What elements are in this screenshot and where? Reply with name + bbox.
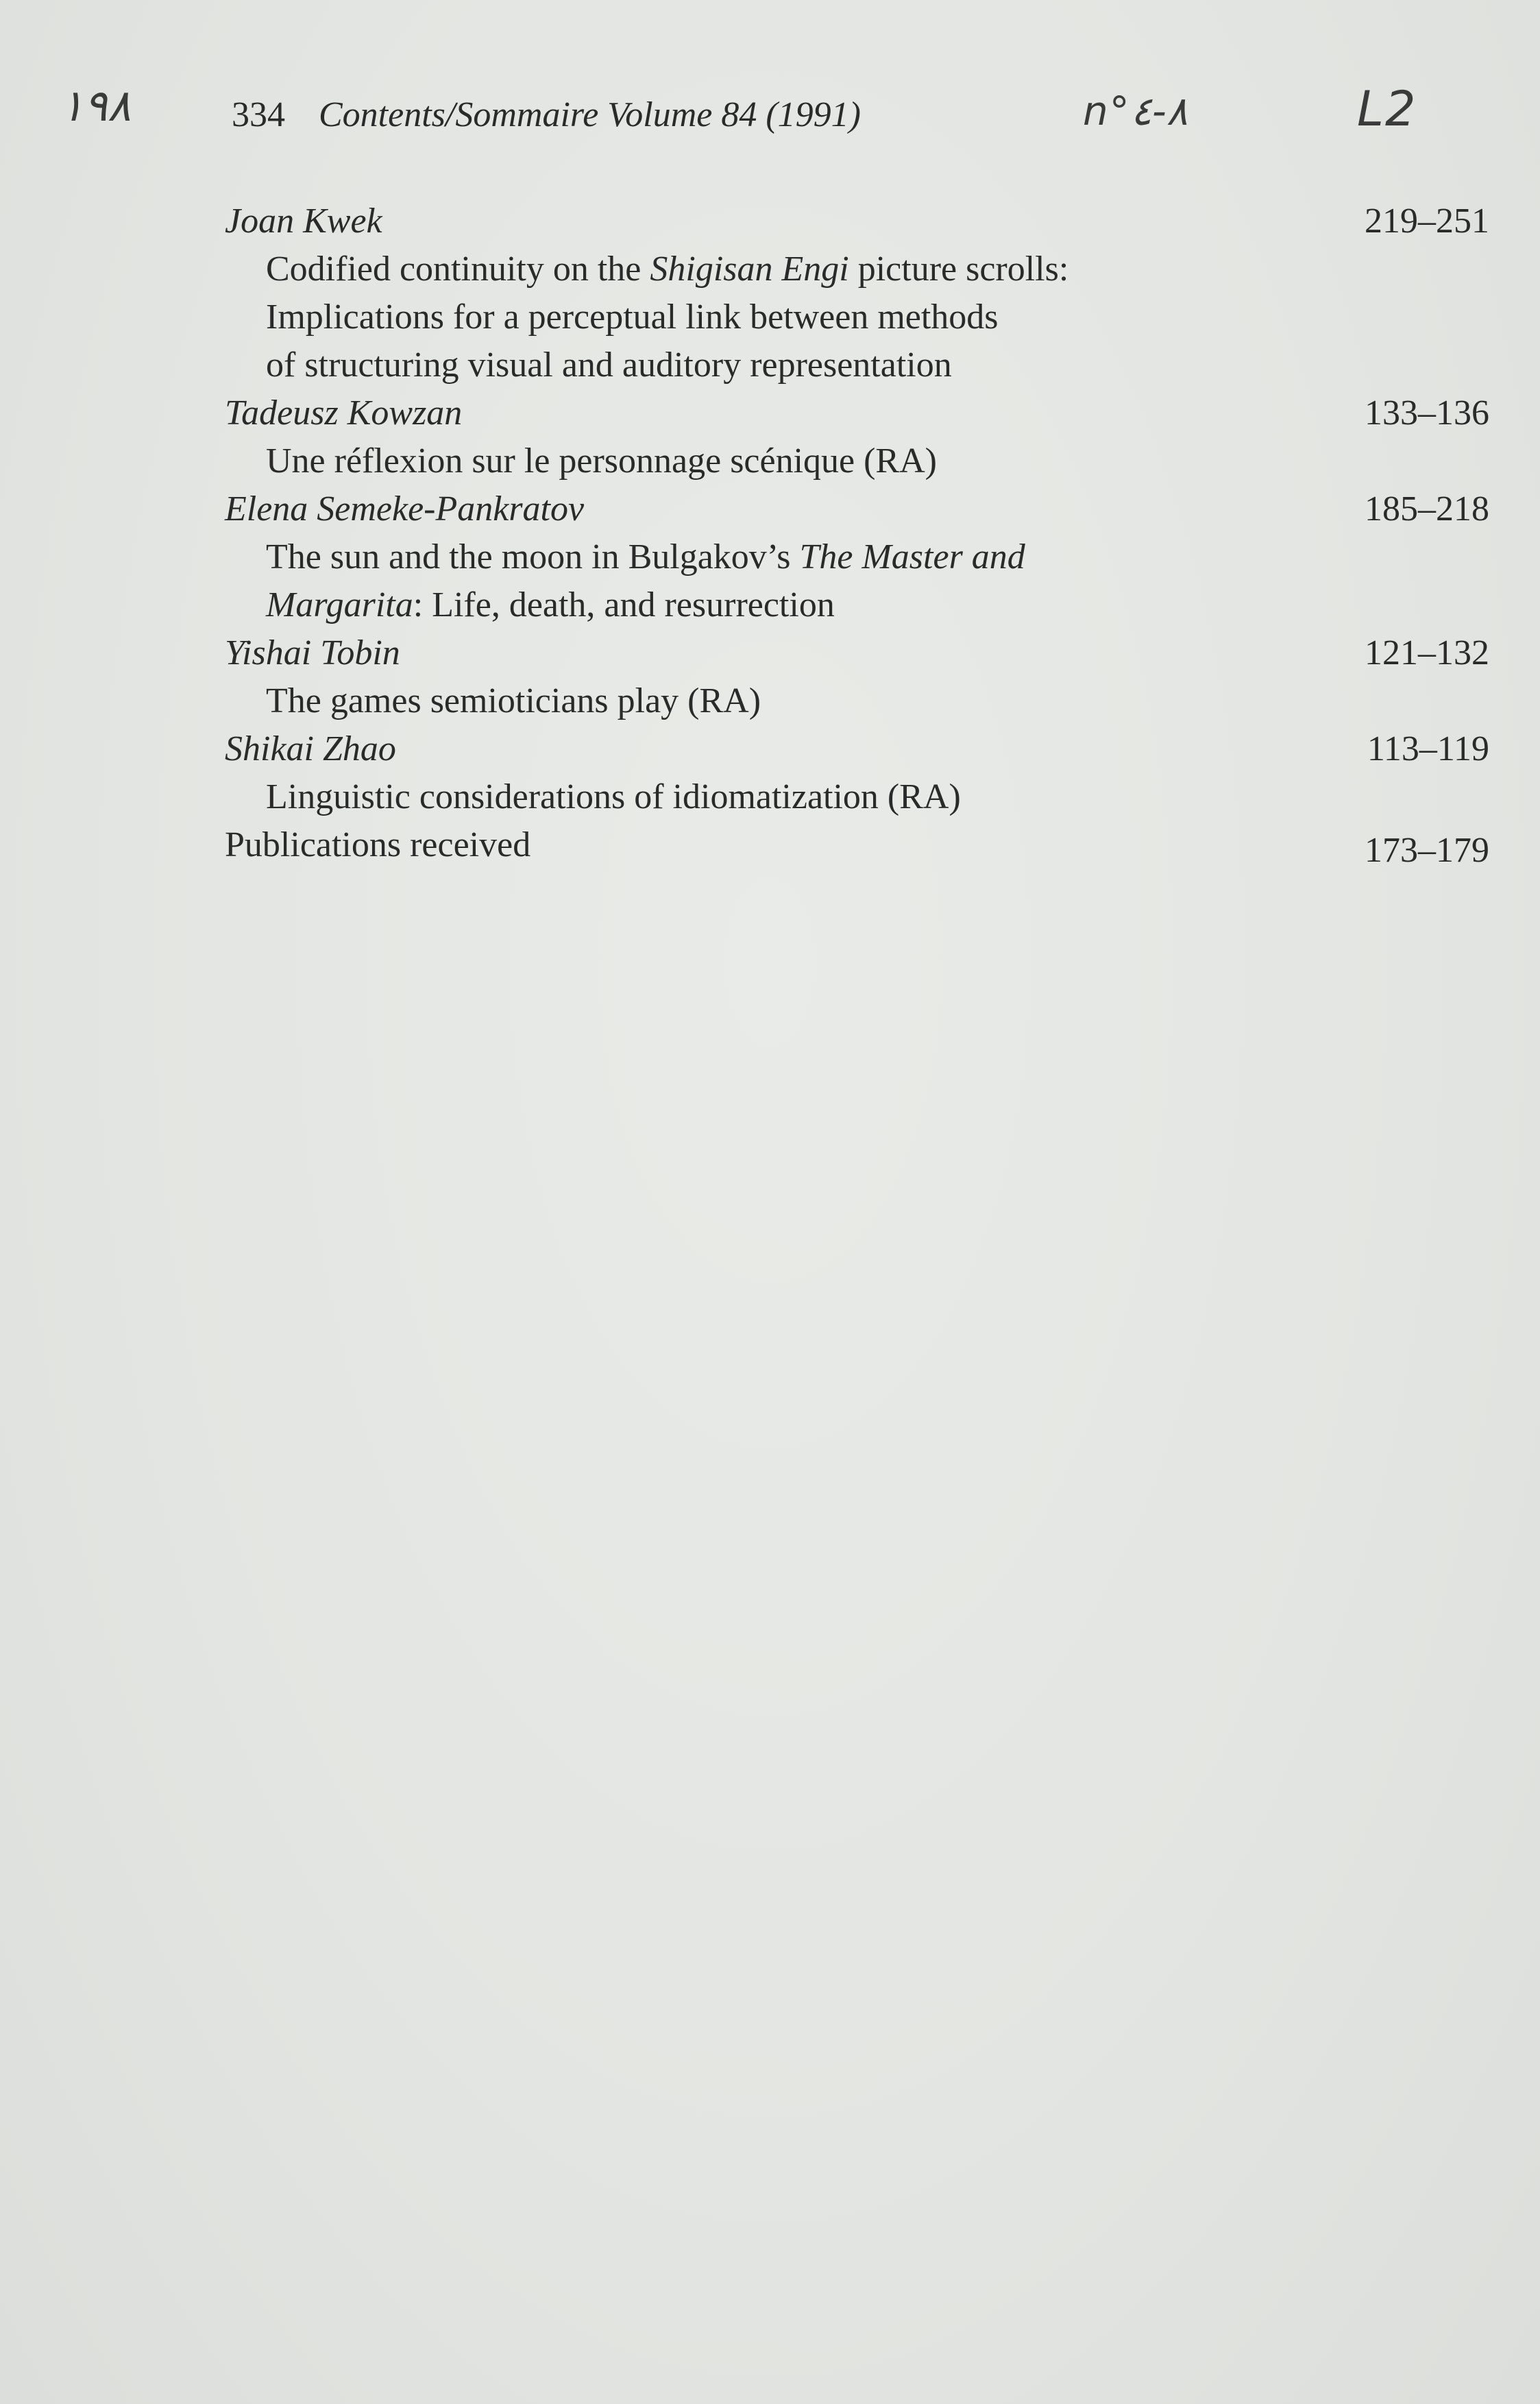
entry-author: Shikai Zhao: [225, 729, 396, 768]
handwritten-annotation-right: L2: [1357, 81, 1417, 137]
toc-entry: [225, 629, 1489, 725]
table-of-contents: [225, 197, 1489, 869]
entry-pages: 185–218: [1365, 489, 1489, 529]
entry-pages: 121–132: [1365, 633, 1489, 672]
entry-title-line: Margarita: Life, death, and resurrection: [266, 585, 835, 624]
entry-author: Elena Semeke-Pankratov: [225, 489, 585, 529]
entry-title-line: The games semioticians play (RA): [266, 681, 761, 720]
entry-title-line: The sun and the moon in Bulgakov’s The Master and: [266, 537, 1025, 576]
entry-author: Tadeusz Kowzan: [225, 393, 463, 433]
entry-title-line: Implications for a perceptual link between methods: [266, 298, 999, 337]
toc-entry: [225, 725, 1489, 821]
page-number: 334: [232, 95, 285, 134]
entry-title-line: Linguistic considerations of idiomatization (RA): [266, 777, 961, 816]
entry-title-line: Une réflexion sur le personnage scénique (RA): [266, 441, 937, 481]
toc-entry: [225, 485, 1489, 629]
entry-pages: 219–251: [1365, 202, 1489, 241]
entry-pages: 113–119: [1367, 729, 1489, 768]
entry-pages: 133–136: [1365, 393, 1489, 433]
publications-label: Publications received: [225, 825, 531, 864]
entry-author: Yishai Tobin: [225, 633, 400, 672]
entry-author: Joan Kwek: [225, 202, 382, 241]
publications-received-row: [225, 821, 1489, 869]
page-title: Contents/Sommaire Volume 84 (1991): [319, 95, 861, 134]
handwritten-annotation-left: ١٩٨: [60, 81, 132, 132]
publications-pages: 173–179: [1365, 831, 1489, 870]
page-header: [232, 95, 861, 135]
toc-entry: [225, 197, 1489, 389]
entry-title-line: of structuring visual and auditory representation: [266, 345, 952, 385]
handwritten-annotation-middle: n°٨-٤: [1083, 88, 1188, 134]
toc-entry: [225, 389, 1489, 485]
entry-title-line: Codified continuity on the Shigisan Engi picture scrolls:: [266, 250, 1069, 289]
